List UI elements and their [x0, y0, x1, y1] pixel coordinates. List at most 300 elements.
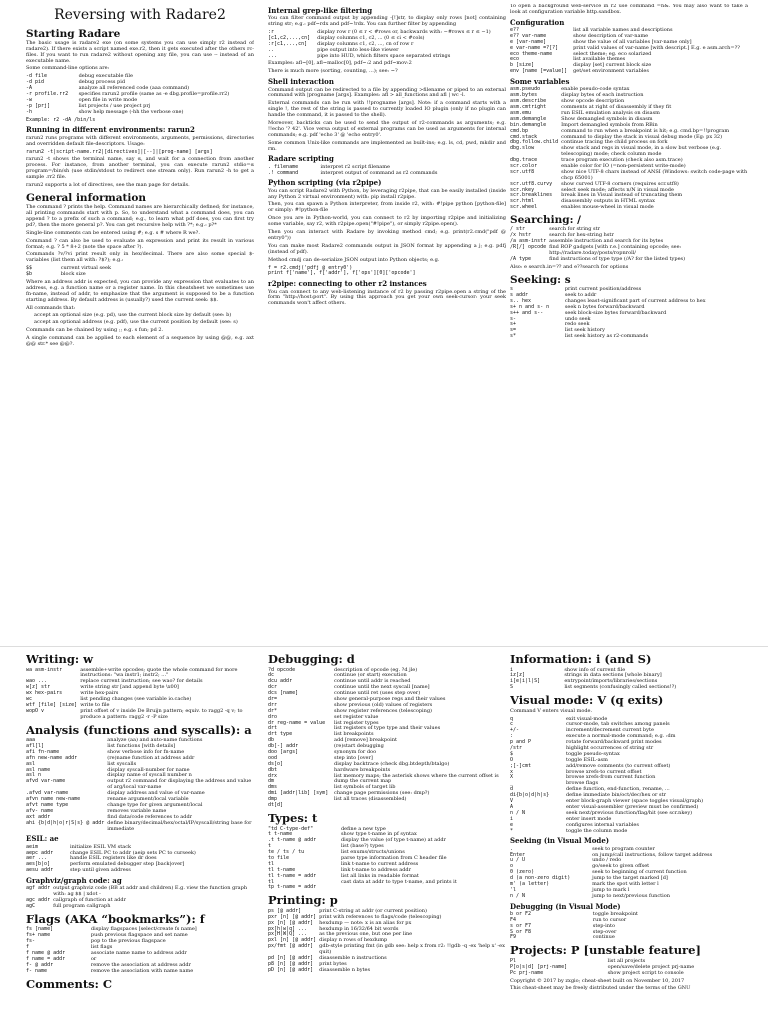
starting-options-table	[26, 74, 254, 115]
cmd-key: x	[510, 768, 514, 775]
cmd-key: i[e|i|l|S]	[510, 678, 541, 685]
cmd-key: _	[510, 780, 514, 787]
cmd-key: X	[510, 774, 514, 781]
cmd-desc: list projects / use project prj	[78, 102, 151, 109]
cmd-desc: seek to addr	[564, 291, 597, 298]
types-table	[268, 827, 506, 892]
table-row	[510, 894, 748, 900]
cmd-desc: write hex-pairs	[80, 690, 119, 697]
cmd-key: S	[510, 684, 514, 691]
writing-table	[26, 668, 254, 721]
python-p2: Then, you can spawn a Python interpreter, from inside r2, with: #!pipe python [python-file] or simply: #!python-file	[268, 201, 506, 214]
shell-p1: Command output can be redirected to a file by appending >filename or piped to an external command with |progname [args]. Examples: afl > all_functions and afl | wc -l.	[268, 86, 506, 99]
cmd-desc: display n rows of hexdump	[319, 937, 388, 944]
table-row	[26, 110, 254, 116]
cmd-key: /A type	[510, 255, 532, 262]
cmd-key: s+	[510, 321, 517, 328]
cmd-desc: trace program execution (check also asm.trace)	[561, 157, 683, 164]
cmd-key: dcr	[268, 684, 278, 691]
cmd-key: t t-name	[268, 831, 293, 838]
cmd-desc: list all links in readable format	[340, 872, 419, 879]
cmd-key: s=	[510, 327, 517, 334]
general-p7: Commands can be chained by using ;; e.g. s fun; pd 2.	[26, 327, 164, 334]
cmd-key: e var-name =?[?]	[510, 44, 559, 51]
printing-heading: Printing: p	[268, 893, 338, 908]
cmd-key: dm	[268, 778, 275, 785]
cmd-desc: show verbose info for fn-name	[107, 748, 185, 755]
column-3	[510, 4, 748, 640]
table-row	[268, 968, 506, 974]
cmd-key: agf addr	[26, 885, 51, 892]
debugging-table	[268, 668, 506, 809]
rarun-p4: rarun2 supports a lot of directives, see the man page for details.	[26, 181, 190, 188]
cmd-desc: as the previous one, but one per line	[319, 931, 413, 938]
cmd-desc: initialize ESIL VM stack	[69, 843, 132, 850]
cmd-desc: command to run when a breakpoint is hit; e.g. cmd.bp=!!program	[561, 127, 730, 134]
shell-p2: External commands can be run with !!progname [args]. Note: if a command starts with a single !, the rest of the string is passed to currently loaded IO plugin (only if no plugin can handle the command, it is passed to the shell).	[268, 100, 506, 119]
cmd-key: asm.bytes	[510, 92, 538, 99]
shell-heading: Shell interaction	[268, 77, 334, 87]
printing-table	[268, 909, 506, 974]
cmd-key: agc addr	[26, 897, 51, 904]
scripting-heading: Radare scripting	[268, 154, 334, 164]
cmd-key: 0 (zero)	[510, 869, 535, 876]
cmd-key: pxr [n] [@ addr]	[268, 913, 317, 920]
cmd-key: fs+ name	[26, 932, 51, 939]
cmd-key: p8 [n] [@ addr]	[268, 960, 314, 967]
cmd-desc: display [set] current block size	[573, 62, 652, 69]
cmd-desc: show curved UTF-8 corners (requires scr.utf8)	[561, 180, 679, 187]
analysis-table	[26, 738, 254, 832]
cmd-desc: enable pseudo-code syntax	[561, 86, 630, 93]
cmd-key: ood	[268, 754, 278, 761]
table-row	[26, 272, 254, 278]
cmd-key: Pc prj-name	[510, 969, 544, 976]
flags-table	[26, 927, 254, 974]
cmd-key: afv- name	[26, 807, 54, 814]
cmd-key: ;[-]cmt	[510, 762, 532, 769]
cmd-desc: execute a normal-mode command; e.g. :dm	[565, 733, 676, 740]
cmd-desc: show general-purpose regs and their values	[334, 696, 446, 703]
debugging-heading: Debugging: d	[268, 652, 355, 666]
cmd-key: i	[510, 815, 514, 822]
cmd-key: scr.utf8.curvy	[510, 180, 553, 187]
cmd-key: asl name	[26, 766, 51, 773]
cmd-desc: list available themes	[573, 56, 626, 63]
cmd-desc: show info of current file	[564, 666, 626, 673]
cmd-desc: assemble instruction and search for its bytes	[549, 238, 664, 245]
cmd-desc: display columns c1, c2, ..., cn of row r	[317, 40, 414, 47]
bottom-column-2	[268, 650, 506, 1022]
cmd-key: afl[l]	[26, 743, 45, 750]
cmd-desc: print with references to flags/code (telescoping)	[319, 913, 442, 920]
python-p1: You can script Radare2 with Python, by leveraging r2pipe, that can be easily installed (inside any Python 2 virtual environment) with: pip install r2pipe.	[268, 187, 506, 200]
cmd-key: n / N	[510, 809, 526, 816]
visual-heading: Visual mode: V (q exits)	[510, 693, 664, 708]
cmd-desc: display address and value of var-name	[107, 790, 205, 797]
cmd-key: $	[510, 750, 514, 757]
table-row	[26, 709, 254, 721]
cmd-key: dcs [name]	[268, 690, 299, 697]
cmd-desc: callgraph of function at addr	[53, 897, 126, 904]
cmd-desc: replace current instruction; see wao? for details	[80, 678, 203, 685]
cmd-desc: step into [over]	[334, 754, 373, 761]
cmd-key: aepc addr	[26, 849, 54, 856]
cmd-key: px/fmt [@ addr]	[268, 943, 314, 950]
cmd-desc: debug process pid	[78, 79, 126, 86]
cmd-key: [c1,c2,...,cn]	[268, 34, 311, 41]
rarun-p1: rarun2 runs programs with different environments, arguments, permissions, directories and overridden default file-descriptors. Usage:	[26, 134, 254, 147]
graph-heading: Graphviz/graph code: ag	[26, 876, 122, 886]
cmd-key: :r[c1,...,cn]	[268, 40, 308, 47]
cmd-key: t	[268, 843, 272, 850]
table-row	[510, 685, 748, 691]
cmd-desc: continue until ret (uses step over)	[334, 690, 421, 697]
seek-table	[510, 287, 748, 340]
cmd-key: doo [args]	[268, 749, 299, 756]
table-row	[268, 885, 506, 891]
cmd-desc: display backtrace (check dbg.btdepth/btalgo)	[334, 760, 450, 767]
info-table	[510, 668, 748, 692]
cmd-key: -d pid	[26, 79, 45, 86]
cmd-key: agC	[26, 903, 36, 910]
cmd-key: Pl	[510, 957, 517, 964]
cmd-desc: enter insert mode	[565, 815, 612, 822]
cmd-key: pd [n] [@ addr]	[268, 954, 314, 961]
cmd-desc: hexdump in 16/32/64 bit words	[319, 925, 399, 932]
projects-table	[510, 959, 748, 977]
cmd-desc: analyze (aa) and auto-name functions	[107, 737, 203, 744]
cmd-key: px[h|w|q] ...	[268, 925, 308, 932]
table-row	[510, 170, 748, 182]
cmd-key: dr reg-name = value	[268, 719, 326, 726]
cmd-key: e??	[510, 27, 520, 34]
cmd-key: 'l	[510, 886, 517, 893]
cmd-key: / str	[510, 226, 526, 233]
table-row	[510, 205, 748, 211]
table-row	[510, 257, 748, 263]
cmd-key: :	[510, 733, 514, 740]
esil-table	[26, 845, 254, 874]
cmd-desc: description of opcode (eg. ?d jle)	[334, 666, 418, 673]
cmd-key: pD [n] [@ addr]	[268, 966, 314, 973]
seekvis-table	[510, 847, 748, 900]
comments-heading: Comments: C	[26, 976, 113, 991]
cmd-desc: cursor-mode, tab switches among panels	[565, 721, 670, 728]
esil-heading: ESIL: ae	[26, 834, 59, 844]
grep-p1: You can filter command output by appending -[!]str, to display only rows [not] containing string str; e.g.: pdf~rdx and pdf~!rdx. You can further filter by appending	[268, 15, 506, 28]
cmd-key: d	[510, 786, 514, 793]
cmd-desc: enter block-graph viewer (space toggles visual/graph)	[565, 798, 704, 805]
cmd-key: /a asm-instr	[510, 238, 547, 245]
cmd-desc: set register value	[334, 713, 379, 720]
cmd-key: aer ...	[26, 855, 48, 862]
cmd-key: dro	[268, 713, 278, 720]
cmd-key: eco	[510, 56, 520, 63]
cmd-key: wc	[26, 696, 33, 703]
cmd-key: fs [name]	[26, 926, 54, 933]
python-p6: Method cmdj can de-serialize JSON output into Python objects; e.g.	[268, 256, 440, 263]
cmd-key: dms	[268, 784, 278, 791]
r2pipe-p1: You can connect to any web-listening instance of r2 by passing r2pipe.open a string of the form "http://host:port". By using this approach you get your own seek-cursor: your seek commands won't affect others.	[268, 288, 506, 307]
cmd-desc: define function, end-function, rename, ...	[565, 786, 670, 793]
cmd-key: S or F8	[510, 928, 532, 935]
cmd-desc: show register references (telescoping)	[334, 707, 433, 714]
cmd-key: s+ n and s- n	[510, 303, 550, 310]
flags-heading: Flags (AKA “bookmarks”): f	[26, 911, 205, 926]
cmd-desc: highlight occurrences of string str	[565, 745, 654, 752]
cmd-desc: toggle breakpoint	[592, 910, 638, 917]
cmd-key: -p [prj]	[26, 102, 51, 109]
projects-heading: Projects: P [unstable feature]	[510, 943, 701, 958]
cmd-desc: enter visual-assembler (preview must be confirmed)	[565, 803, 699, 810]
python-p5: You can make most Radare2 commands output in JSON format by appending a j; e.g. pdfj (instead of pdf).	[268, 242, 506, 255]
cmd-key: wtf [file] [size]	[26, 701, 78, 708]
table-row	[268, 54, 506, 60]
cmd-desc: print offset of v inside De Bruijn pattern; equiv. to ragg2 -q v; to produce a pattern: ragg2 -r -P size	[80, 707, 243, 720]
cmd-desc: list (base?) types	[340, 843, 384, 850]
cmd-desc: (re)name function at address addr	[107, 754, 195, 761]
cmd-key: e [var-name]	[510, 38, 547, 45]
cmd-desc: show description of var-name	[573, 32, 649, 39]
cmd-desc: select seek mode; affects n/N in visual mode	[561, 186, 674, 193]
cmd-key: fs-	[26, 938, 36, 945]
grep-heading: Internal grep-like filtering	[268, 6, 373, 15]
cmd-key: env [name [=value]]	[510, 68, 568, 75]
cmd-key: aaa	[26, 737, 36, 744]
shell-p3: Moreover, backticks can be used to send the output of r2-commands as arguments; e.g. !!echo '? 42'. Vice versa output of external programs can be used as arguments for internal commands; e.g. pdf 'echo 3' @ 'echo entry0'.	[268, 119, 506, 138]
cmd-key: wopO v	[26, 707, 45, 714]
cmd-desc: interpret output of command as r2 commands	[320, 169, 438, 176]
cmd-desc: define a new type	[340, 825, 386, 832]
cmd-key: $b	[26, 271, 33, 278]
cmd-key: aeim	[26, 843, 39, 850]
general-p4: Commands ?v/?vi print result only in hex/decimal. There are also some special $-variables (list them all with: ?$?); e.g.:	[26, 251, 254, 264]
general-p6: All commands that:	[26, 304, 76, 311]
cmd-desc: continue until the next syscall [name]	[334, 684, 430, 691]
cmd-desc: list breakpoints	[334, 731, 374, 738]
page-divider	[0, 646, 768, 647]
cmd-desc: display columns c1, c2, ... (0 ≤ ci < #cols)	[317, 34, 425, 41]
cmd-desc: list registers of type type and their values	[334, 725, 441, 732]
cmd-desc: continue	[592, 934, 615, 941]
cmd-desc: define binary/decimal/hex/octal/IP/syscall/string base for immediate	[107, 819, 252, 832]
cmd-desc: cast data at addr to type t-name, and prints it	[340, 878, 457, 885]
table-row	[510, 935, 748, 941]
cmd-desc: output graphviz code (BB at addr and children) E.g. view the function graph with: ag $$ | xdot -	[53, 885, 248, 898]
starting-example: Example: r2 -dA /bin/ls	[26, 116, 96, 123]
cmd-desc: continue (or start) execution	[334, 672, 407, 679]
table-row	[268, 803, 506, 809]
cmd-desc: display name of syscall number n	[107, 772, 192, 779]
cmd-key: wao ...	[26, 678, 48, 685]
cmd-desc: synonym for doo	[334, 749, 377, 756]
cmd-desc: add [remove] breakpoint	[334, 737, 397, 744]
cmd-key: bin.demangle	[510, 121, 547, 128]
cmd-desc: open file in write mode	[78, 96, 138, 103]
cmd-desc: display syscall-number for name	[107, 766, 190, 773]
general-p3: Command ? can also be used to evaluate an expression and print its result in various format; e.g. ? 5 * 8+2 (note the space after ?).	[26, 237, 254, 250]
cmd-key: P[o|s|d] [prj-name]	[510, 963, 568, 970]
cmd-key: -r profile.rr2	[26, 91, 69, 98]
list-item: • accept an optional address (e.g. pdf), use the current position by default (see: s)	[34, 320, 254, 326]
cmd-desc: show project script to console	[607, 969, 684, 976]
cmd-desc: run ESIL emulation analysis on disasm	[561, 109, 660, 116]
cmd-key: $$	[26, 265, 33, 272]
cmd-desc: redo seek	[564, 321, 590, 328]
general-p8: A single command can be applied to each element of a sequence by using @@, e.g. axt @@ str.* see @@?.	[26, 335, 254, 348]
cmd-key: .	[510, 845, 514, 852]
cmd-key: dbt	[268, 766, 278, 773]
cmd-desc: jump to the target marked [d]	[592, 875, 668, 882]
cmd-key: asl	[26, 760, 36, 767]
cmd-desc: list pending changes (see variable io.cache)	[80, 696, 192, 703]
cmd-desc: select theme; eg. eco solarized	[573, 50, 652, 57]
cmd-desc: find data/code references to addr	[107, 813, 193, 820]
copyright: Copyright © 2017 by zxgio; cheat-sheet built on November 10, 2017	[510, 977, 685, 984]
copyright-2: This cheat-sheet may be freely distributed under the terms of the GNU	[510, 985, 691, 992]
cmd-desc: write to file	[80, 701, 110, 708]
cmd-desc: print valid values of var-name [with descript.] E.g. e asm.arch=??	[573, 44, 740, 51]
cmd-desc: show type t-name in pf syntax	[340, 831, 417, 838]
cmd-key: to file	[268, 854, 290, 861]
cmd-desc: show help message (-hh the verbose one)	[78, 108, 184, 115]
python-p7: f = r2.cmdj('pdfj @ entry0') print f['name'], f['addr'], f['ops'][0]['opcode']	[268, 264, 416, 277]
table-row	[510, 69, 748, 75]
cmd-desc: toggle the column mode	[565, 827, 628, 834]
cmd-key: afvd var-name	[26, 778, 66, 785]
cmd-desc: remove the association at address addr	[90, 961, 191, 968]
graph-table	[26, 886, 254, 910]
cmd-desc: list register types	[334, 719, 379, 726]
cmd-key: asm.pseudo	[510, 86, 541, 93]
cmd-desc: push previous flagspace and set name	[90, 932, 188, 939]
cmd-key: db[-] addr	[268, 743, 299, 750]
cmd-desc: browse xrefs-to current offset	[565, 768, 642, 775]
starting-p2: Some command-line options are:	[26, 65, 110, 72]
cmd-desc	[341, 885, 506, 891]
cmd-desc: current virtual seek	[60, 265, 111, 272]
cmd-key: tl	[268, 860, 275, 867]
cmd-key: s	[510, 286, 514, 293]
cmd-key: -d file	[26, 73, 48, 80]
cmd-desc: exit visual-mode	[565, 715, 608, 722]
cmd-key: s.. hex	[510, 297, 532, 304]
cmd-desc: browse flags	[565, 780, 599, 787]
cmd-key: scr.wheel	[510, 204, 538, 211]
grep-p2: Examples: afl~[0], afl~malloc[0], pdf~:2 and pdf~mov:2	[268, 60, 412, 67]
cmd-desc: pipe output into less-like viewer	[317, 46, 399, 53]
general-heading: General information	[26, 191, 147, 204]
cmd-key: dr*	[268, 707, 278, 714]
cmd-key: e	[510, 821, 514, 828]
cmd-desc: search for hex-string hstr	[549, 232, 614, 239]
cmd-key: tl t-name = addr	[268, 872, 317, 879]
cmd-desc: full program callgraph	[53, 903, 111, 910]
bottom-column-1	[26, 650, 254, 1022]
cmd-key: aesu addr	[26, 867, 54, 874]
table-row	[26, 868, 254, 874]
cmd-desc: print current position/address	[564, 286, 642, 293]
cmd-key: +/-	[510, 727, 520, 734]
page-title: Reversing with Radare2	[54, 7, 226, 23]
debugvis-table	[510, 912, 748, 941]
cmd-key: -w	[26, 96, 33, 103]
cmd-key: u / U	[510, 857, 526, 864]
cmd-desc: disassemble n instructions	[319, 954, 387, 961]
cmd-key: s-	[510, 315, 517, 322]
cmd-key: drx	[268, 772, 278, 779]
cmd-key: scr.html	[510, 198, 535, 205]
somevars-heading: Some variables	[510, 77, 570, 87]
cmd-desc: enable color for IO (=non-persistent write-mode)	[561, 162, 686, 169]
cmd-desc: hexdump — note: x is an alias for px	[319, 919, 412, 926]
cmd-key: tl t-name	[268, 866, 296, 873]
python-p4: Then you can interact with Radare by invoking method cmd; e.g. print(r2.cmd("pdf @ entry0"))	[268, 229, 506, 241]
cmd-key: e?? var-name	[510, 32, 547, 39]
starting-p1: The basic usage is radare2 exe (on some systems you can use simply r2 instead of radare2). If there exists a script named exe.r2, then it gets executed after the others rc-files. If you want to run radare2 without opening any file, you can use -- instead of an executable name.	[26, 39, 254, 64]
cmd-key: ps [@ addr]	[268, 907, 302, 914]
cmd-desc: list all traces (disassembled)	[334, 796, 407, 803]
cmd-desc: link t-name to address addr	[340, 866, 411, 873]
cmd-key: b [size]	[510, 62, 535, 69]
cmd-desc: increment/decrement current byte	[565, 727, 654, 734]
general-p2: Single-line comments can be entered using #; e.g. s # where R we?.	[26, 229, 200, 236]
cmd-key: p and P	[510, 739, 532, 746]
grep-p3: There is much more (sorting, counting, ...); see: ~?	[268, 68, 398, 75]
cmd-key: f	[26, 944, 30, 951]
cmd-desc: assemble+write opcodes; quote the whole command for more instructions: "wa instr1; instr2; ..."	[80, 666, 238, 679]
cmd-desc: print C-string at addr (or current position)	[319, 907, 427, 914]
cmd-desc: interpret r2 script filename	[320, 163, 390, 170]
cmd-key: tl	[268, 878, 275, 885]
cmd-desc: list seek history	[564, 327, 605, 334]
cmd-desc: toggle pseudo-syntax	[565, 750, 620, 757]
cmd-desc: jump to mark l	[592, 886, 630, 893]
cmd-desc: output r2 command for displaying the address and value of arg/local var-name	[107, 778, 252, 791]
cmd-desc: list segments (confusingly called sections!?)	[564, 684, 677, 691]
general-p5: Where an address addr is expected, you can provide any expression that evaluates to an address, e.g. a function name or a register name. In this cheatsheet we sometimes use fn-name, instead of addr, to emphasize that the argument is supposed to be a function starting address. By default address is (usually?) used the current seek: $$.	[26, 279, 254, 303]
web-intro: To open a background web-service in r2 use command =h&. You may also want to take a look at configuration variable http.sandbox.	[510, 4, 748, 15]
cmd-key: drt	[268, 725, 278, 732]
config-table	[510, 28, 748, 75]
search-heading: Searching: /	[510, 214, 581, 227]
cmd-desc: show nice UTF-8 chars instead of ANSI (Windows: switch code-page with chcp 65001)	[561, 168, 748, 181]
cmd-key: s addr	[510, 291, 529, 298]
cmd-key: scr.color	[510, 162, 538, 169]
debugvis-heading: Debugging (in Visual Mode)	[510, 901, 621, 911]
cmd-key: wx hex-pairs	[26, 690, 63, 697]
cmd-key: dbg.slow	[510, 145, 535, 152]
cmd-key: afi fn-name	[26, 748, 60, 755]
cmd-key: V	[510, 798, 514, 805]
cmd-key: dr=	[268, 696, 278, 703]
cmd-key: dt[d]	[268, 802, 284, 809]
cmd-desc: associate name name to address addr	[90, 950, 187, 957]
grep-table	[268, 30, 506, 59]
cmd-key: drt type	[268, 731, 293, 738]
cmd-desc: write string str [and append byte \x00]	[80, 684, 179, 691]
cmd-key: i	[510, 666, 514, 673]
list-item: • accept an optional size (e.g. pd), use the current block size by default (see: b)	[34, 313, 254, 319]
cmd-desc: remove the association with name name	[90, 967, 194, 974]
cmd-desc: pipe into HUD, which filters space separated strings	[317, 52, 451, 59]
cmd-key: db	[268, 737, 275, 744]
somevars-table	[510, 87, 748, 211]
table-row	[510, 334, 748, 340]
shell-p4: Some common Unix-like commands are implemented as built-ins; e.g. ls, cd, pwd, mkdir and rm.	[268, 139, 506, 152]
search-table	[510, 227, 748, 262]
